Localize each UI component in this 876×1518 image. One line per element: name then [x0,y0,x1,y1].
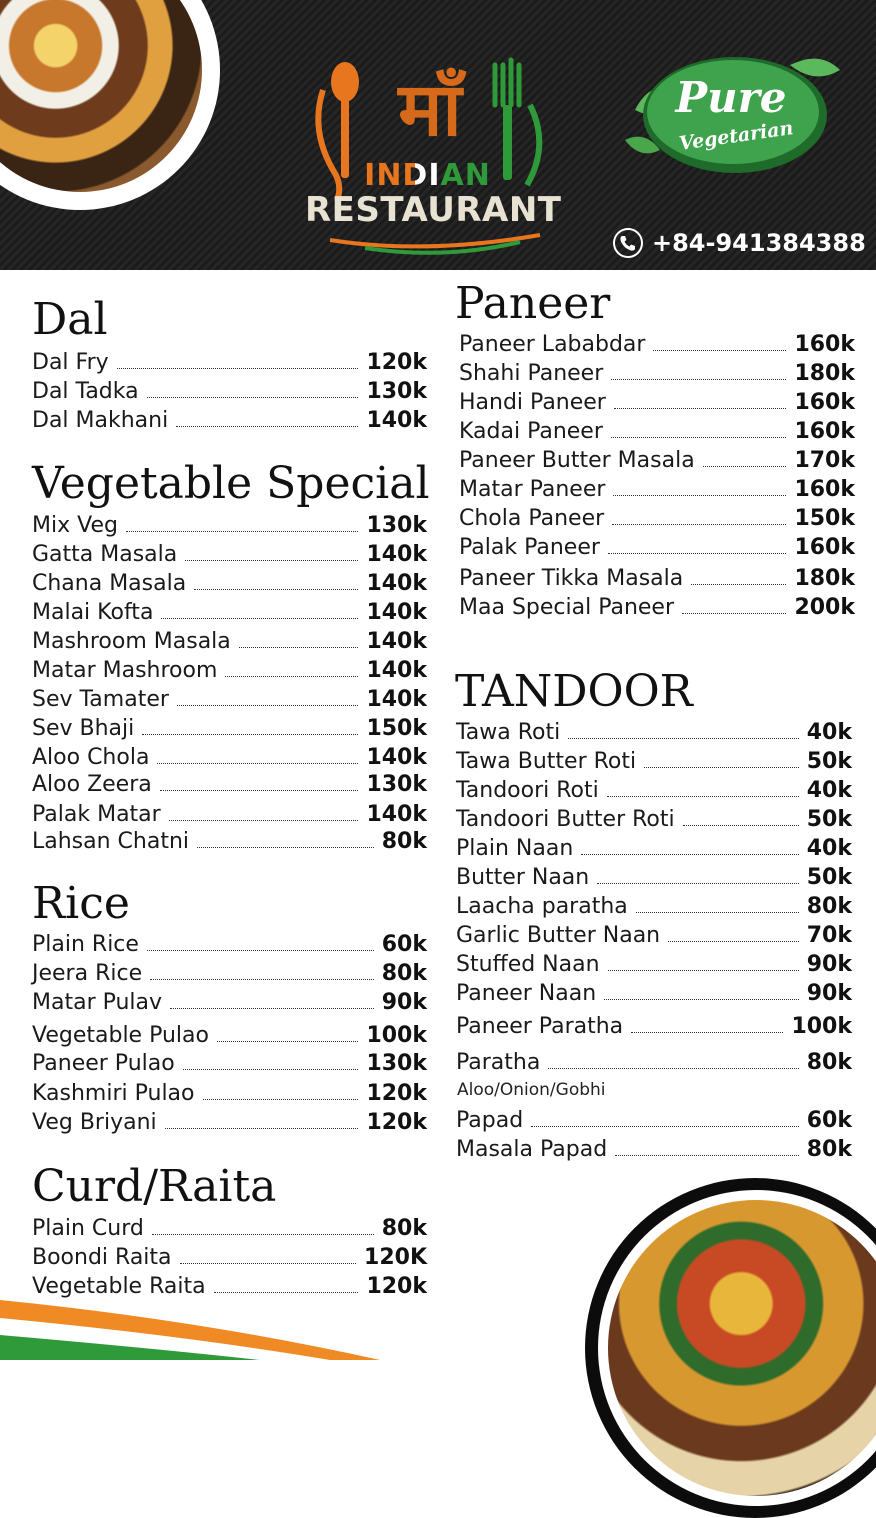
menu-item-name: Tandoori Roti [456,778,599,803]
dotted-leader [604,999,799,1000]
menu-item-name: Tawa Butter Roti [456,749,637,774]
menu-item-name: Aloo Zeera [32,772,152,797]
menu-item-name: Shahi Paneer [459,361,604,386]
menu-item [32,656,427,685]
section-title-paneer: Paneer [455,278,611,329]
menu-item-price: 140k [366,802,427,827]
section-title-tandoor: TANDOOR [455,666,693,717]
menu-item [456,1048,852,1077]
menu-item-name: Dal Fry [32,350,109,375]
menu-item [32,1214,427,1243]
menu-item-price: 140k [366,600,427,625]
menu-item [32,569,427,598]
dotted-leader [597,883,799,884]
logo-name-restaurant: RESTAURANT [305,190,562,230]
menu-item-price: 100k [791,1014,852,1039]
menu-item [32,1108,427,1137]
paratha-note: Aloo/Onion/Gobhi [457,1080,606,1100]
menu-item [456,1135,852,1164]
menu-item-price: 120k [366,1081,427,1106]
menu-item [459,504,855,533]
menu-item-name: Paneer Lababdar [459,332,646,357]
dotted-leader [170,1008,374,1009]
dotted-leader [653,350,786,351]
dotted-leader [703,466,787,467]
menu-item [32,406,427,435]
dotted-leader [185,560,358,561]
dotted-leader [683,825,799,826]
dotted-leader [691,584,786,585]
menu-item-name: Vegetable Pulao [32,1023,209,1048]
menu-item [459,564,855,593]
menu-item-price: 70k [806,923,852,948]
phone-number: +84-941384388 [652,229,866,257]
section-title-rice: Rice [32,878,130,929]
menu-item-price: 160k [794,419,855,444]
dotted-leader [183,1069,359,1070]
menu-item-name: Jeera Rice [32,961,143,986]
menu-item-price: 160k [794,477,855,502]
menu-item-name: Paratha [456,1050,541,1075]
menu-item-price: 60k [381,932,427,957]
menu-item [459,475,855,504]
dotted-leader [203,1099,359,1100]
menu-item-name: Paneer Tikka Masala [459,566,684,591]
menu-item [456,718,852,747]
menu-item [456,892,852,921]
menu-item-price: 160k [794,535,855,560]
dotted-leader [614,408,787,409]
pure-vegetarian-badge [615,40,845,180]
section-title-vegetable-special: Vegetable Special [32,458,430,509]
menu-item-price: 180k [794,566,855,591]
menu-item-name: Kadai Paneer [459,419,603,444]
phone-contact[interactable] [612,226,866,260]
menu-item-name: Paneer Paratha [456,1014,624,1039]
menu-item [32,800,427,829]
menu-item-price: 80k [381,1216,427,1241]
menu-item-name: Tawa Roti [456,720,561,745]
dotted-leader [615,1155,799,1156]
dotted-leader [161,618,358,619]
menu-item-name: Butter Naan [456,865,590,890]
dotted-leader [682,613,786,614]
menu-item [456,747,852,776]
menu-item-price: 90k [381,990,427,1015]
dotted-leader [607,796,799,797]
menu-item-price: 100k [366,1023,427,1048]
menu-item-price: 90k [806,952,852,977]
menu-item-price: 80k [806,1050,852,1075]
dotted-leader [165,1128,359,1129]
menu-item-price: 80k [381,829,427,854]
dotted-leader [611,437,787,438]
menu-item [456,921,852,950]
menu-item [32,511,427,540]
menu-item-price: 50k [806,865,852,890]
menu-item-price: 50k [806,749,852,774]
menu-item [32,959,427,988]
menu-item-price: 120k [366,1110,427,1135]
logo-name-indian: INDIAN [364,158,491,193]
menu-item [32,348,427,377]
dotted-leader [169,820,359,821]
menu-item [459,533,855,562]
menu-item-price: 40k [806,778,852,803]
menu-item-price: 120K [364,1245,427,1270]
dotted-leader [197,847,374,848]
menu-item [32,1021,427,1050]
menu-item [456,863,852,892]
menu-item [32,827,427,856]
menu-item-price: 120k [366,350,427,375]
dotted-leader [608,970,799,971]
menu-item-name: Matar Mashroom [32,658,218,683]
menu-item-name: Papad [456,1108,524,1133]
dotted-leader [147,950,374,951]
logo-script: माँ [398,67,462,153]
menu-item-price: 60k [806,1108,852,1133]
menu-item-price: 40k [806,720,852,745]
menu-item [456,1106,852,1135]
dotted-leader [631,1032,783,1033]
menu-item-price: 140k [366,408,427,433]
menu-item [456,834,852,863]
menu-item-name: Garlic Butter Naan [456,923,661,948]
menu-item-name: Laacha paratha [456,894,628,919]
menu-item-name: Vegetable Raita [32,1274,206,1299]
dotted-leader [636,912,799,913]
menu-item-price: 130k [366,379,427,404]
menu-item-name: Paneer Naan [456,981,597,1006]
menu-item [456,805,852,834]
menu-item [32,377,427,406]
dotted-leader [644,767,799,768]
dotted-leader [194,589,358,590]
menu-item-price: 90k [806,981,852,1006]
dotted-leader [157,763,358,764]
dotted-leader [152,1234,374,1235]
badge-pure-text: Pure [675,73,787,122]
menu-item-price: 140k [366,658,427,683]
menu-item-name: Sev Bhaji [32,716,135,741]
menu-item [32,627,427,656]
menu-item [459,417,855,446]
section-title-curd-raita: Curd/Raita [32,1161,277,1212]
dotted-leader [613,495,786,496]
menu-item [32,540,427,569]
menu-item-price: 50k [806,807,852,832]
menu-item-name: Dal Makhani [32,408,169,433]
menu-item-name: Paneer Butter Masala [459,448,695,473]
dotted-leader [581,854,798,855]
menu-item-price: 150k [366,716,427,741]
menu-item-name: Kashmiri Pulao [32,1081,195,1106]
menu-item-price: 200k [794,595,855,620]
menu-item [459,330,855,359]
dotted-leader [568,738,799,739]
menu-item [32,1243,427,1272]
dotted-leader [217,1041,358,1042]
menu-item-name: Palak Paneer [459,535,600,560]
menu-item-name: Mashroom Masala [32,629,231,654]
dotted-leader [608,553,787,554]
menu-item [456,950,852,979]
dotted-leader [126,531,358,532]
phone-icon [612,227,644,259]
menu-item-name: Aloo Chola [32,745,150,770]
dotted-leader [531,1126,799,1127]
menu-item-price: 130k [366,1051,427,1076]
menu-item [32,1049,427,1078]
section-title-dal: Dal [32,294,108,345]
menu-item [459,388,855,417]
dotted-leader [668,941,799,942]
menu-item [456,979,852,1008]
menu-item-price: 170k [794,448,855,473]
menu-item-price: 120k [366,1274,427,1299]
menu-item [32,1079,427,1108]
menu-item-name: Mix Veg [32,513,118,538]
menu-item-price: 140k [366,571,427,596]
menu-item-price: 140k [366,629,427,654]
menu-item-price: 150k [794,506,855,531]
menu-item-name: Chola Paneer [459,506,605,531]
menu-item-price: 140k [366,745,427,770]
menu-item-name: Tandoori Butter Roti [456,807,675,832]
menu-item-name: Boondi Raita [32,1245,172,1270]
menu-item [32,930,427,959]
menu-item [459,359,855,388]
menu-item-name: Veg Briyani [32,1110,157,1135]
tricolor-swoosh-decoration [0,1290,420,1360]
menu-item [456,1012,852,1041]
menu-item-price: 40k [806,836,852,861]
menu-item-name: Matar Pulav [32,990,163,1015]
menu-item [32,770,427,799]
menu-item-name: Dal Tadka [32,379,139,404]
menu-item [459,593,855,622]
dotted-leader [225,676,358,677]
menu-item-price: 140k [366,687,427,712]
menu-item-name: Chana Masala [32,571,187,596]
badge-vegetarian-text: Vegetarian [677,117,795,155]
menu-item-name: Plain Curd [32,1216,144,1241]
menu-item [456,776,852,805]
menu-item-price: 180k [794,361,855,386]
menu-item-name: Lahsan Chatni [32,829,190,854]
dotted-leader [117,368,359,369]
menu-item [32,685,427,714]
menu-item-name: Matar Paneer [459,477,606,502]
dotted-leader [548,1068,798,1069]
menu-item-price: 80k [806,894,852,919]
menu-item-name: Sev Tamater [32,687,169,712]
menu-item-name: Palak Matar [32,802,161,827]
menu-item-name: Handi Paneer [459,390,606,415]
menu-item [32,743,427,772]
dotted-leader [150,979,374,980]
menu-item-price: 140k [366,542,427,567]
menu-item-name: Plain Rice [32,932,139,957]
menu-item-price: 130k [366,513,427,538]
dotted-leader [160,790,359,791]
dotted-leader [147,397,359,398]
dotted-leader [612,524,786,525]
menu-item-name: Stuffed Naan [456,952,600,977]
dotted-leader [177,705,359,706]
menu-item-price: 80k [381,961,427,986]
menu-item [32,988,427,1017]
menu-item-price: 130k [366,772,427,797]
menu-item-name: Paneer Pulao [32,1051,175,1076]
menu-item-price: 160k [794,390,855,415]
menu-item [459,446,855,475]
menu-item-price: 80k [806,1137,852,1162]
dotted-leader [239,647,359,648]
dotted-leader [176,426,358,427]
menu-item-name: Masala Papad [456,1137,608,1162]
menu-item-name: Gatta Masala [32,542,178,567]
menu-item-price: 160k [794,332,855,357]
menu-item-name: Malai Kofta [32,600,154,625]
dotted-leader [611,379,786,380]
dotted-leader [180,1263,356,1264]
dotted-leader [142,734,358,735]
menu-item-name: Maa Special Paneer [459,595,675,620]
menu-item [32,598,427,627]
menu-item [32,714,427,743]
menu-item-name: Plain Naan [456,836,574,861]
